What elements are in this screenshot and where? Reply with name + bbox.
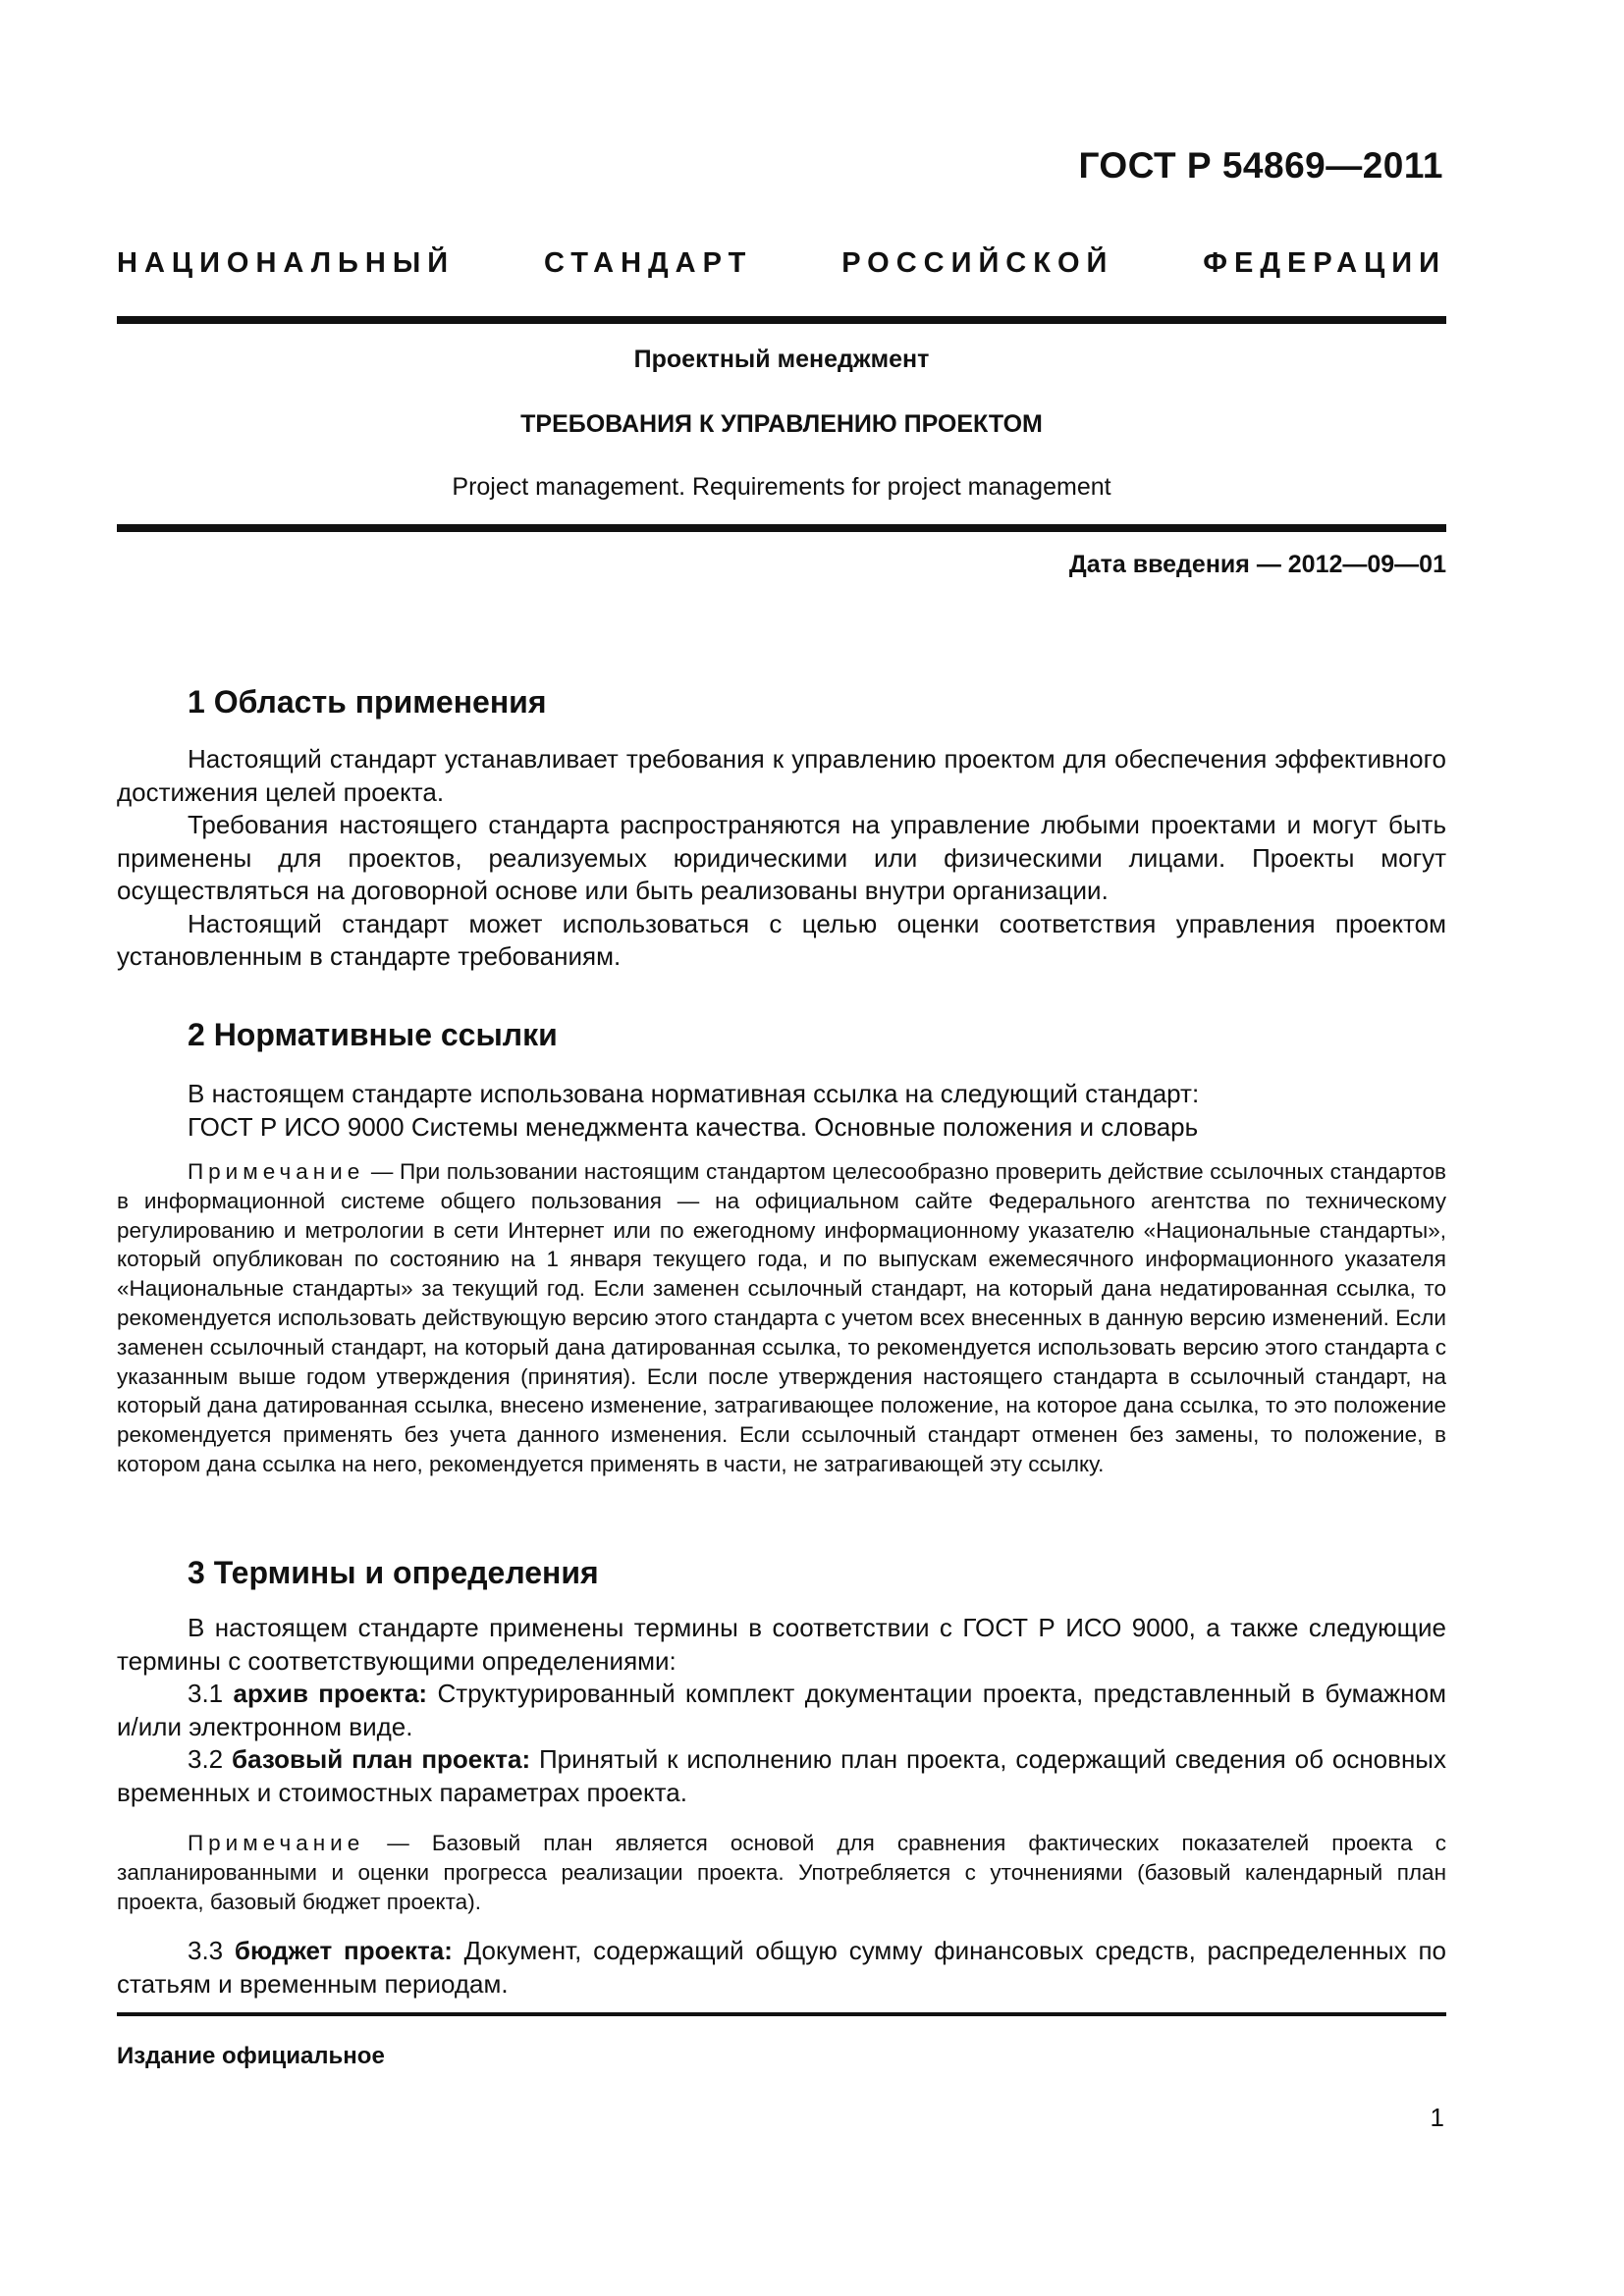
note — [117, 1157, 1446, 1479]
section-body — [117, 1078, 1446, 1144]
note-text: — При пользовании настоящим стандартом целесообразно проверить действие ссылочных стандартов в информационной системе общего пользования — на официальном сайте Федерального агентства по техническому регулированию и метрологии в сети Интернет или по ежегодному информационному указателю «Национальные стандарты», который опубликован по состоянию на 1 января текущего года, и по выпускам ежемесячного информационного указателя «Национальные стандарты» за текущий год. Если заменен ссылочный стандарт, на который дана недатированная ссылка, то рекомендуется использовать действующую версию этого стандарта с учетом всех внесенных в данную версию изменений. Если заменен ссылочный стандарт, на который дана датированная ссылка, то рекомендуется использовать версию этого стандарта с указанным выше годом утверждения (принятия). Если после утверждения настоящего стандарта в ссылочный стандарт, на который дана датированная ссылка, внесено изменение, затрагивающее положение, на которое дана ссылка, то это положение рекомендуется применять без учета данного изменения. Если ссылочный стандарт отменен без замены, то положение, в котором дана ссылка на него, рекомендуется применять в части, не затрагивающей эту ссылку. — [117, 1159, 1446, 1476]
term-definition: Документ, содержащий общую сумму финансовых средств, распределенных по статьям и временным периодам. — [117, 1936, 1447, 1999]
title-rule — [117, 524, 1446, 532]
official-edition-label: Издание официальное — [117, 2043, 385, 2069]
section-body — [117, 1935, 1446, 2001]
note-label: Примечание — [188, 1159, 365, 1184]
national-standard-banner: НАЦИОНАЛЬНЫЙ СТАНДАРТ РОССИЙСКОЙ ФЕДЕРАЦИИ — [117, 247, 1446, 279]
term-entry — [117, 1743, 1446, 1809]
note-text: — Базовый план является основой для сравнения фактических показателей проекта с запланированными и оценки прогресса реализации проекта. Употребляется с уточнениями (базовый календарный план проекта, базовый бюджет проекта). — [117, 1831, 1446, 1914]
footer-rule — [117, 2012, 1446, 2016]
term-name: базовый план проекта: — [232, 1744, 531, 1774]
page-number: 1 — [1430, 2103, 1444, 2132]
term-entry — [117, 1678, 1446, 1743]
note-label: Примечание — [188, 1831, 365, 1855]
paragraph: Требования настоящего стандарта распространяются на управление любыми проектами и могут быть применены для проектов, реализуемых юридическими или физическими лицами. Проекты могут осуществляться на договорной основе или быть реализованы внутри организации. — [117, 810, 1446, 905]
term-number: 3.3 — [188, 1936, 235, 1965]
note-paragraph — [117, 1829, 1446, 1916]
paragraph: В настоящем стандарте применены термины в соответствии с ГОСТ Р ИСО 9000, а также следующие термины с соответствующими определениями: — [117, 1613, 1446, 1676]
paragraph: Настоящий стандарт устанавливает требования к управлению проектом для обеспечения эффективного достижения целей проекта. — [117, 744, 1446, 807]
section-heading: 2 Нормативные ссылки — [188, 1017, 558, 1052]
section-body — [117, 1612, 1446, 1809]
reference-entry: ГОСТ Р ИСО 9000 Системы менеджмента качества. Основные положения и словарь — [188, 1111, 1199, 1142]
top-rule — [117, 316, 1446, 324]
document-number: ГОСТ Р 54869—2011 — [1078, 145, 1443, 186]
note — [117, 1829, 1446, 1916]
term-name: бюджет проекта: — [234, 1936, 453, 1965]
term-name: архив проекта: — [233, 1679, 428, 1708]
note-paragraph — [117, 1157, 1446, 1479]
term-definition: Структурированный комплект документации проекта, представленный в бумажном и/или электронном виде. — [117, 1679, 1446, 1741]
introduction-date: Дата введения — 2012—09—01 — [1068, 551, 1446, 578]
english-title: Project management. Requirements for project management — [452, 473, 1111, 501]
section-heading: 1 Область применения — [188, 684, 547, 720]
term-number: 3.2 — [188, 1744, 233, 1774]
subject-area: Проектный менеджмент — [633, 346, 930, 373]
section-heading: 3 Термины и определения — [188, 1555, 599, 1590]
paragraph: Настоящий стандарт может использоваться с целью оценки соответствия управления проектом установленным в стандарте требованиям. — [117, 908, 1446, 971]
paragraph: В настоящем стандарте использована нормативная ссылка на следующий стандарт: — [188, 1079, 1200, 1108]
standard-title: ТРЕБОВАНИЯ К УПРАВЛЕНИЮ ПРОЕКТОМ — [520, 410, 1043, 438]
term-definition: Принятый к исполнению план проекта, содержащий сведения об основных временных и стоимостных параметрах проекта. — [117, 1744, 1446, 1807]
section-body — [117, 743, 1446, 974]
term-number: 3.1 — [188, 1679, 234, 1708]
term-entry — [117, 1935, 1446, 2001]
